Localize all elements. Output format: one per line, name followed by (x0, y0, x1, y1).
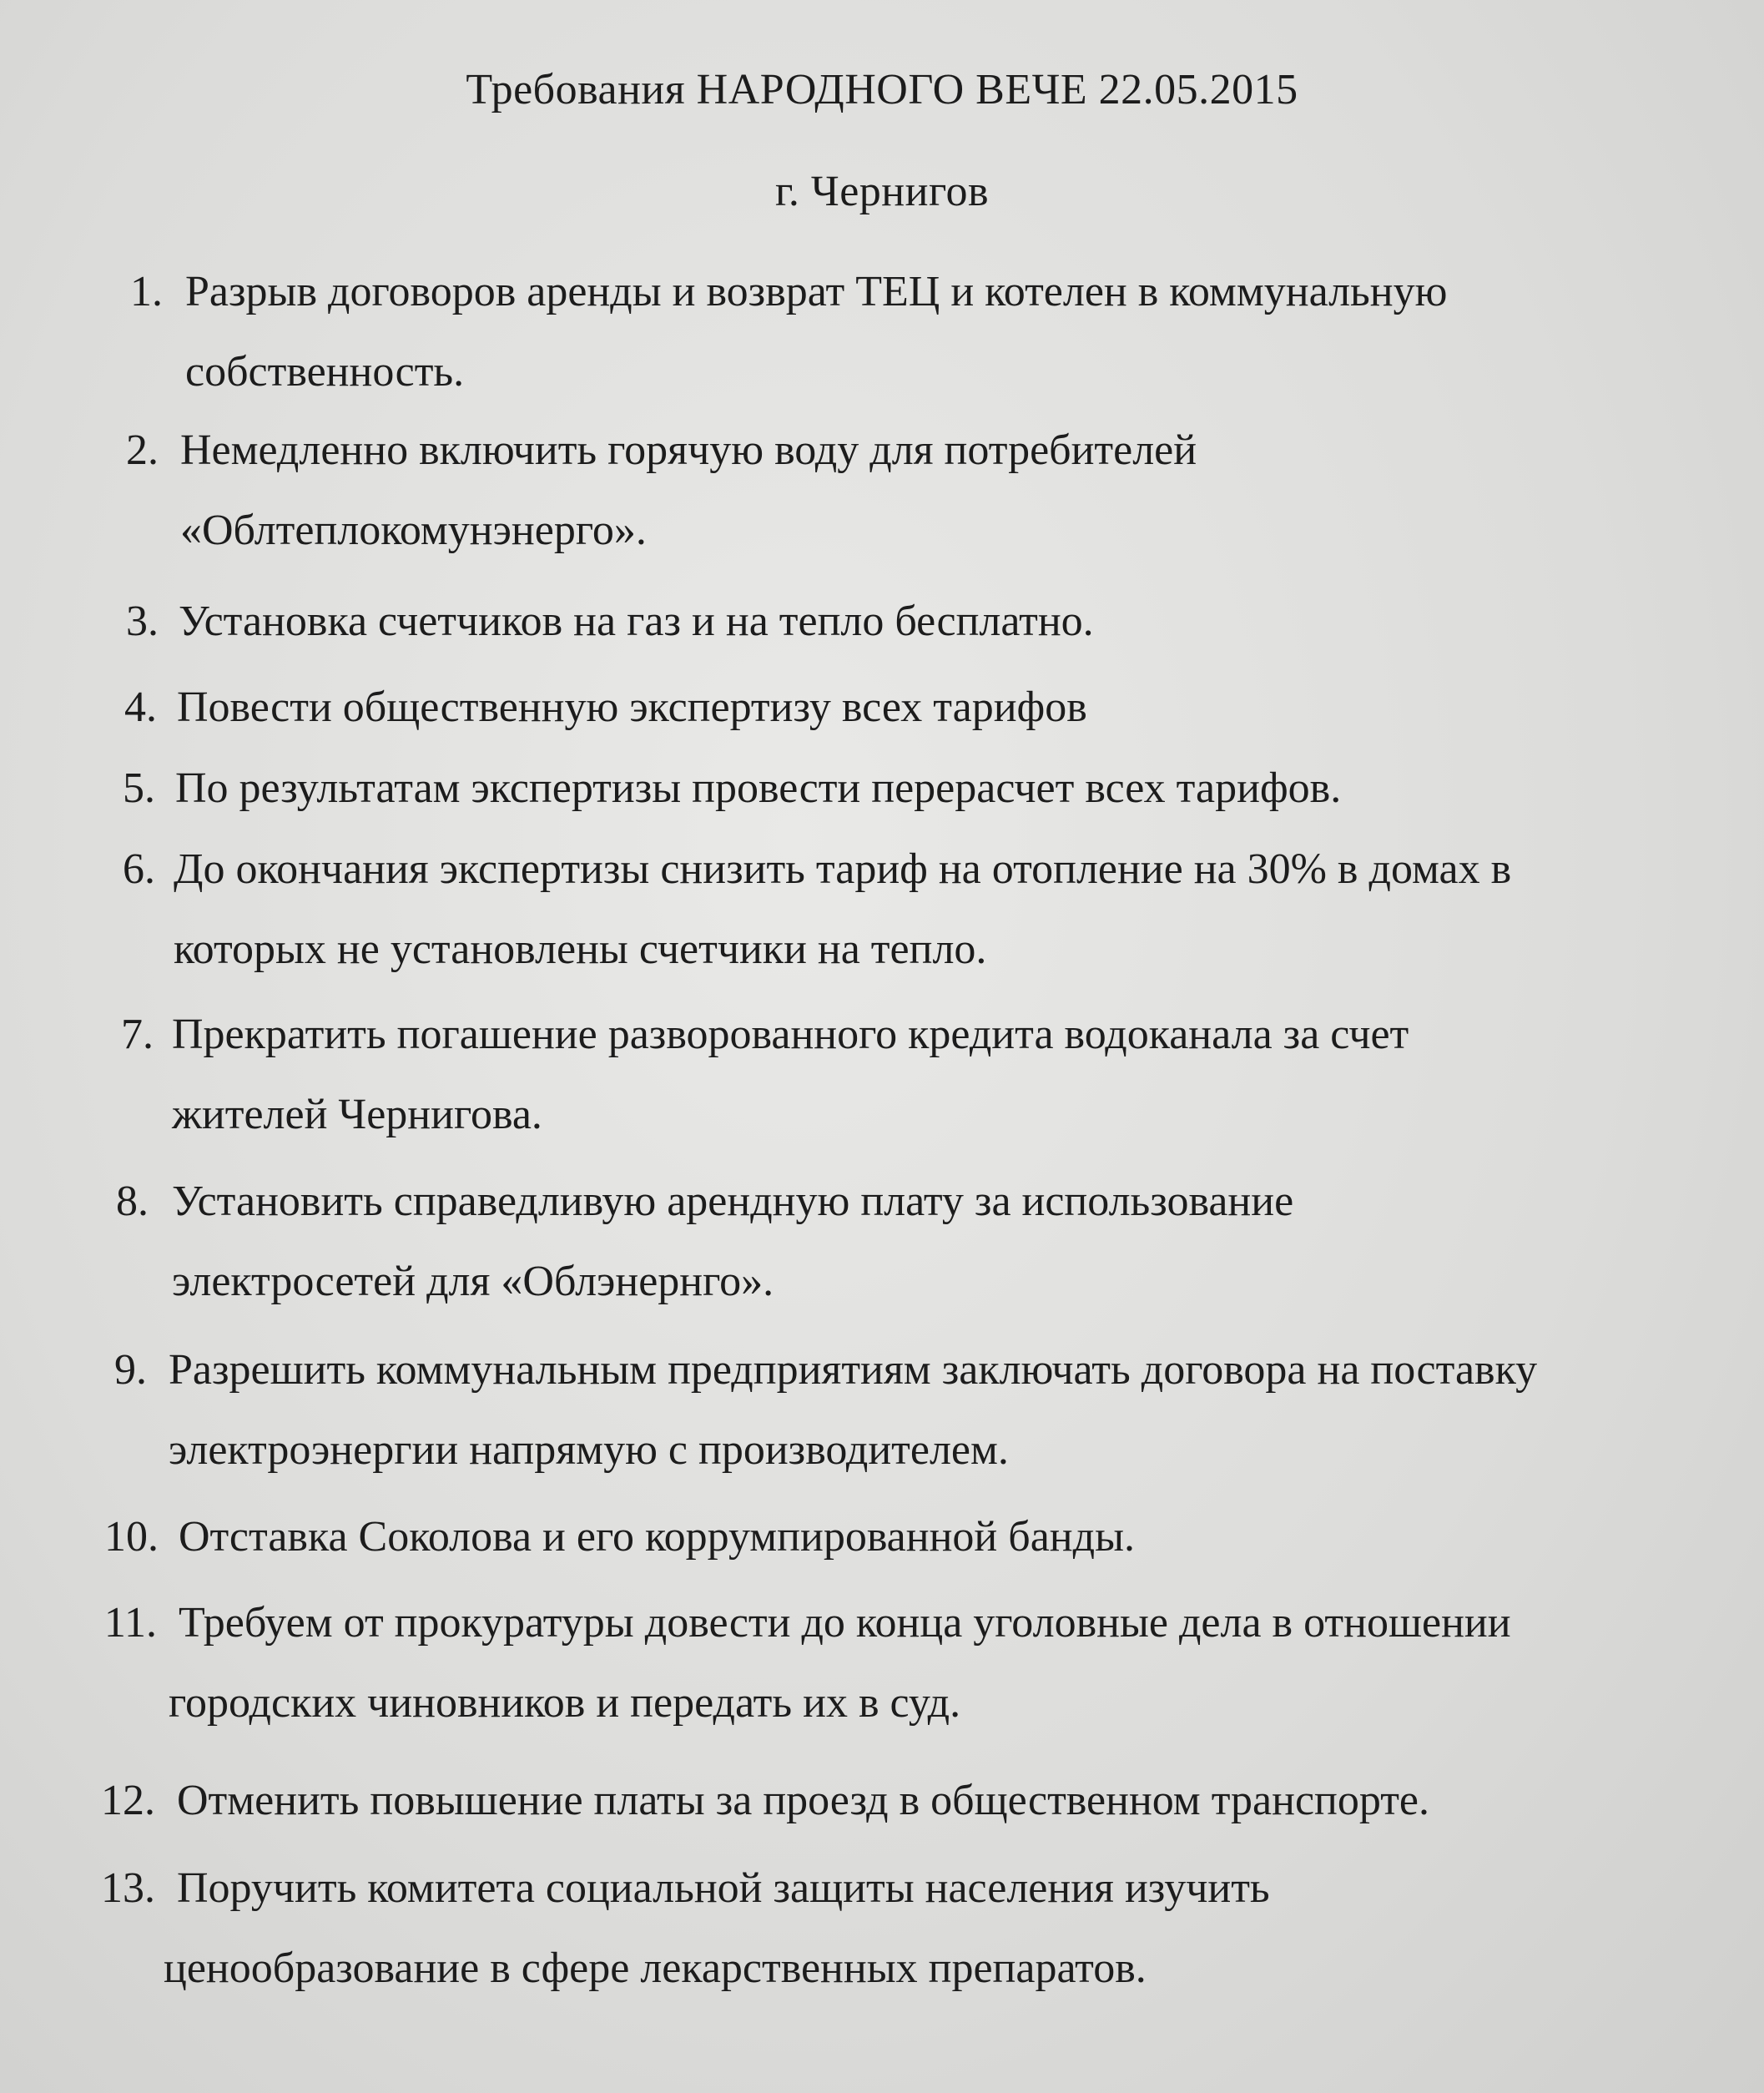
document-title: Требования НАРОДНОГО ВЕЧЕ 22.05.2015 (466, 66, 1298, 113)
item-text-line-2: жителей Чернигова. (172, 1091, 542, 1138)
item-number: 13. (101, 1864, 155, 1912)
item-text-line-2: городских чиновников и передать их в суд. (169, 1679, 961, 1727)
item-number: 5. (123, 764, 155, 812)
item-number: 9. (114, 1346, 147, 1394)
item-text-line-1: Немедленно включить горячую воду для потребителей (180, 426, 1197, 474)
item-text-line-2: электросетей для «Облэнернго». (172, 1258, 774, 1305)
item-text-line-1: Поручить комитета социальной защиты населения изучить (177, 1864, 1270, 1912)
item-text-line-2: ценообразование в сфере лекарственных препаратов. (164, 1944, 1147, 1992)
item-number: 7. (121, 1011, 154, 1058)
item-text-line-1: До окончания экспертизы снизить тариф на отопление на 30% в домах в (174, 845, 1512, 893)
item-number: 2. (126, 426, 159, 474)
item-number: 1. (130, 268, 163, 315)
item-number: 12. (101, 1777, 155, 1824)
item-text-line-1: По результатам экспертизы провести перерасчет всех тарифов. (175, 764, 1342, 812)
item-text-line-1: Разрыв договоров аренды и возврат ТЕЦ и котелен в коммунальную (185, 268, 1448, 315)
item-text-line-1: Установка счетчиков на газ и на тепло бесплатно. (179, 598, 1094, 645)
item-number: 10. (104, 1513, 159, 1561)
item-text-line-1: Прекратить погашение разворованного кредита водоканала за счет (172, 1011, 1409, 1058)
item-number: 6. (123, 845, 155, 893)
item-text-line-2: «Облтеплокомунэнерго». (180, 507, 647, 554)
item-number: 4. (124, 683, 157, 731)
item-text-line-2: которых не установлены счетчики на тепло. (174, 925, 987, 973)
item-text-line-1: Отставка Соколова и его коррумпированной банды. (179, 1513, 1136, 1561)
item-text-line-1: Повести общественную экспертизу всех тарифов (177, 683, 1087, 731)
item-text-line-1: Отменить повышение платы за проезд в общественном транспорте. (177, 1777, 1429, 1824)
item-number: 8. (116, 1178, 149, 1225)
document-city: г. Чернигов (774, 168, 990, 215)
item-text-line-1: Разрешить коммунальным предприятиям заключать договора на поставку (169, 1346, 1538, 1394)
item-number: 11. (103, 1599, 157, 1647)
item-text-line-1: Установить справедливую арендную плату за использование (172, 1178, 1294, 1225)
item-number: 3. (126, 598, 159, 645)
item-text-line-1: Требуем от прокуратуры довести до конца уголовные дела в отношении (179, 1599, 1511, 1647)
item-text-line-2: электроэнергии напрямую с производителем. (169, 1426, 1009, 1474)
item-text-line-2: собственность. (185, 348, 465, 396)
